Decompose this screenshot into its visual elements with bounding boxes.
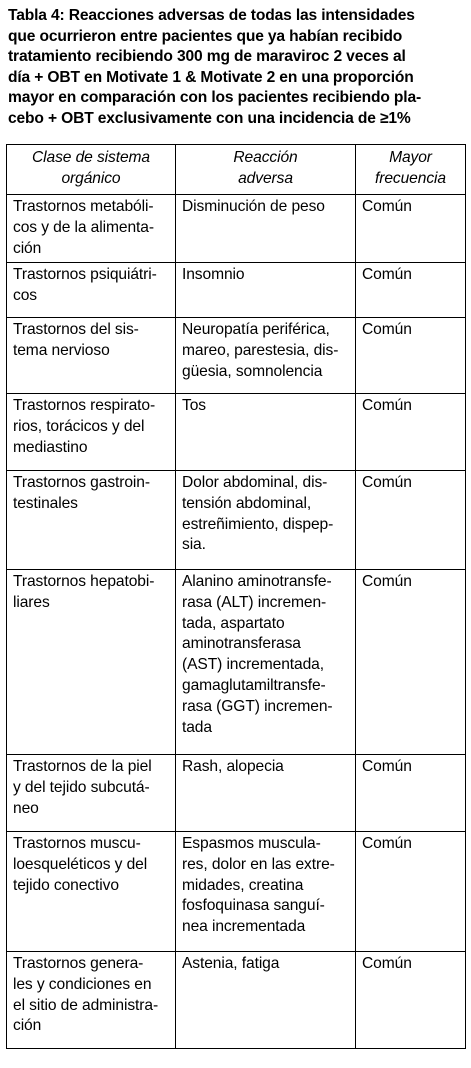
table-row <box>7 195 466 263</box>
table-row <box>7 832 466 952</box>
frequency-cell: Común <box>356 755 466 832</box>
reaction-cell: Espasmos muscula- res, dolor en las extre- midades, creatina fosfoquinasa sanguí- nea incrementada <box>176 832 356 952</box>
organ-class-cell: Trastornos respirato- rios, torácicos y del mediastino <box>7 394 176 471</box>
frequency-cell: Común <box>356 952 466 1049</box>
frequency-cell: Común <box>356 832 466 952</box>
organ-class-cell: Trastornos hepatobi- liares <box>7 570 176 755</box>
frequency-cell: Común <box>356 394 466 471</box>
header-frequency: Mayor frecuencia <box>356 145 466 195</box>
frequency-cell: Común <box>356 471 466 570</box>
table-body <box>7 195 466 1049</box>
header-adverse-reaction: Reacción adversa <box>176 145 356 195</box>
frequency-cell: Común <box>356 263 466 318</box>
table-row <box>7 318 466 394</box>
header-organ-class: Clase de sistema orgánico <box>7 145 176 195</box>
header-row <box>7 145 466 195</box>
reaction-cell: Alanino aminotransfe- rasa (ALT) incremen- tada, aspartato aminotransferasa (AST) incrementada, gamaglutamiltransfe- rasa (GGT) incremen- tada <box>176 570 356 755</box>
table-row <box>7 471 466 570</box>
table-row <box>7 952 466 1049</box>
organ-class-cell: Trastornos muscu- loesqueléticos y del tejido conectivo <box>7 832 176 952</box>
reaction-cell: Rash, alopecia <box>176 755 356 832</box>
table-row <box>7 570 466 755</box>
table-header <box>7 145 466 195</box>
table-row <box>7 263 466 318</box>
frequency-cell: Común <box>356 195 466 263</box>
reaction-cell: Disminución de peso <box>176 195 356 263</box>
organ-class-cell: Trastornos psiquiátri- cos <box>7 263 176 318</box>
frequency-cell: Común <box>356 318 466 394</box>
organ-class-cell: Trastornos de la piel y del tejido subcutá- neo <box>7 755 176 832</box>
table-caption: Tabla 4: Reacciones adversas de todas las intensidades que ocurrieron entre pacientes que ya habían recibido tratamiento recibiendo 300 mg de maraviroc 2 veces al día + OBT en Motivate 1 & Motivate 2 en una proporción mayor en comparación con los pacientes recibiendo pla- cebo + OBT exclusivamente con una incidencia de ≥1% <box>8 7 422 127</box>
table-row <box>7 755 466 832</box>
organ-class-cell: Trastornos del sis- tema nervioso <box>7 318 176 394</box>
organ-class-cell: Trastornos genera- les y condiciones en el sitio de administra- ción <box>7 952 176 1049</box>
reaction-cell: Tos <box>176 394 356 471</box>
organ-class-cell: Trastornos metabóli- cos y de la alimenta- ción <box>7 195 176 263</box>
frequency-cell: Común <box>356 570 466 755</box>
table-row <box>7 394 466 471</box>
reaction-cell: Neuropatía periférica, mareo, parestesia, dis- güesia, somnolencia <box>176 318 356 394</box>
organ-class-cell: Trastornos gastroin- testinales <box>7 471 176 570</box>
reaction-cell: Astenia, fatiga <box>176 952 356 1049</box>
reaction-cell: Insomnio <box>176 263 356 318</box>
adverse-reactions-table <box>6 144 466 1049</box>
reaction-cell: Dolor abdominal, dis- tensión abdominal, estreñimiento, dispep- sia. <box>176 471 356 570</box>
